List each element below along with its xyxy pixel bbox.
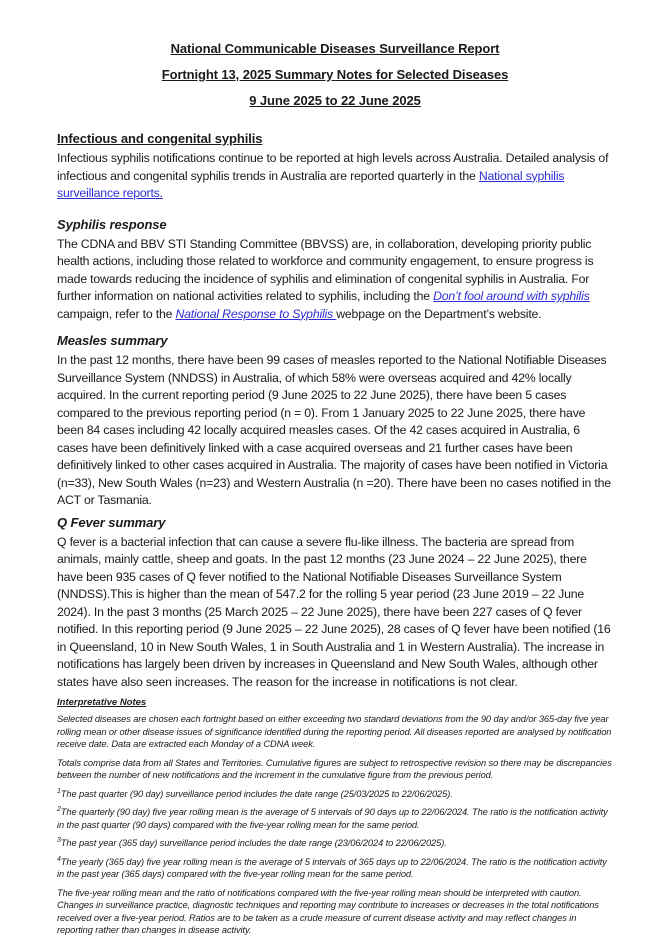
hyperlink[interactable]: National syphilis surveillance reports. (57, 168, 565, 200)
report-subtitle: Fortnight 13, 2025 Summary Notes for Selected Diseases (161, 67, 509, 82)
text-run: The five-year rolling mean and the ratio of notifications compared with the five-year rolling mean should be interpreted with caution. Changes in surveillance practice, diagnostic techniques and reporting may contribute to increases or decreases in the total notifications received over a five-year period. Ratios are to be taken as a crude measure of current disease activity and may reflect changes in reporting rather than changes in disease activity. (57, 887, 599, 935)
interpretative-notes-heading: Interpretative Notes (57, 697, 147, 708)
infectious-syphilis-heading: Infectious and congenital syphilis (57, 131, 263, 146)
syphilis-response-paragraph (57, 236, 613, 324)
text-run: The past quarter (90 day) surveillance period includes the date range (25/03/2025 to 22/06/2025). (60, 788, 453, 799)
text-run: Infectious syphilis notifications continue to be reported at high levels across Australia. Detailed analysis of infectious and congenital syphilis trends in Australia are reported quarterly in the (57, 151, 609, 183)
note-paragraph (57, 757, 613, 782)
note-paragraph (57, 856, 613, 881)
note-paragraph (57, 887, 613, 937)
note-paragraph (57, 788, 613, 801)
section-interpretative-notes (57, 696, 613, 937)
text-run: The yearly (365 day) five year rolling mean is the average of 5 intervals of 365 days up to 22/06/2024. The ratio is the notification activity in the past year (365 days) compared with the five-year rolling mean for the same period. (57, 856, 607, 879)
q-fever-summary-paragraph (57, 534, 613, 692)
note-paragraph (57, 806, 613, 831)
section-syphilis-response (57, 216, 613, 324)
q-fever-summary-heading: Q Fever summary (57, 514, 166, 530)
text-run: The CDNA and BBV STI Standing Committee (BBVSS) are, in collaboration, developing priority public health actions, including those related to workforce and community engagement, to ensure progress is made towards reducing the incidence of syphilis and elimination of congenital syphilis in Australia. For further information on national activities related to syphilis, including the (57, 236, 594, 303)
text-run: Totals comprise data from all States and Territories. Cumulative figures are subject to retrospective revision so there may be discrepancies between the number of new notifications and the increment in the cumulative figure from the previous period. (57, 757, 612, 780)
interpretative-notes-body (57, 713, 613, 937)
text-run: The quarterly (90 day) five year rolling mean is the average of 5 intervals of 90 days up to 22/06/2024. The ratio is the notification activity in the past quarter (90 days) compared with the five-year rolling mean for the same period. (57, 807, 608, 830)
text-run: campaign, refer to the (57, 306, 176, 321)
infectious-syphilis-paragraph (57, 150, 613, 203)
text-run: The past year (365 day) surveillance period includes the date range (23/06/2024 to 22/06/2025). (60, 838, 447, 848)
hyperlink[interactable]: Don’t fool around with syphilis (433, 289, 590, 303)
section-measles-summary (57, 332, 613, 510)
footnote-marker: 4 (57, 855, 61, 863)
report-title: National Communicable Diseases Surveillance Report (170, 41, 500, 56)
text-run: Q fever is a bacterial infection that can cause a severe flu-like illness. The bacteria are spread from animals, mainly cattle, sheep and goats. In the past 12 months (23 June 2024 – 22 June 2025), there have been 935 cases of Q fever notified to the National Notifiable Diseases Surveillance System (NNDSS).This is higher than the mean of 547.2 for the rolling 5 year period (23 June 2019 – 22 June 2024). In the past 3 months (25 March 2025 – 22 June 2025), there have been 227 cases of Q fever notified. In this reporting period (9 June 2025 – 22 June 2025), 28 cases of Q fever have been notified (16 in Queensland, 10 in New South Wales, 1 in South Australia and 1 in Western Australia). The increase in notifications has largely been driven by increases in Queensland and New South Wales, although other states have also seen increases. The reason for the increase in notifications is not clear. (57, 534, 611, 689)
measles-summary-heading: Measles summary (57, 333, 168, 348)
report-date-range: 9 June 2025 to 22 June 2025 (249, 93, 421, 108)
syphilis-response-heading: Syphilis response (57, 216, 167, 232)
section-infectious-congenital-syphilis (57, 130, 613, 203)
document-header (57, 36, 613, 114)
text-run: In the past 12 months, there have been 99 cases of measles reported to the National Notifiable Diseases Surveillance System (NNDSS) in Australia, of which 58% were overseas acquired and 42% locally acquired. In the current reporting period (9 June 2025 to 22 June 2025), there have been 5 cases compared to the previous reporting period (n = 0). From 1 January 2025 to 22 June 2025, there have been 84 cases including 42 locally acquired measles cases. Of the 42 cases acquired in Australia, 6 cases have been definitively linked with a case acquired overseas and 21 further cases have been definitively linked to other cases acquired in Australia. The majority of cases have been notified in Victoria (n=33), New South Wales (n=23) and Western Australia (n =20). There have been no cases notified in the ACT or Tasmania. (57, 353, 611, 507)
note-paragraph (57, 837, 613, 850)
section-q-fever-summary (57, 514, 613, 692)
measles-summary-paragraph (57, 352, 613, 510)
hyperlink[interactable]: National Response to Syphilis (175, 306, 337, 321)
text-run: webpage on the Department’s website. (336, 306, 542, 321)
footnote-marker: 2 (57, 805, 61, 813)
text-run: Selected diseases are chosen each fortnight based on either exceeding two standard deviations from the 90 day and/or 365-day five year rolling mean or other disease issues of significance identified during the reporting period. All diseases reported are analysed by notification receive date. Data are extracted each Monday of a CDNA week. (57, 714, 612, 749)
footnote-marker: 3 (57, 836, 61, 844)
note-paragraph (57, 713, 613, 751)
footnote-marker: 1 (57, 787, 61, 795)
